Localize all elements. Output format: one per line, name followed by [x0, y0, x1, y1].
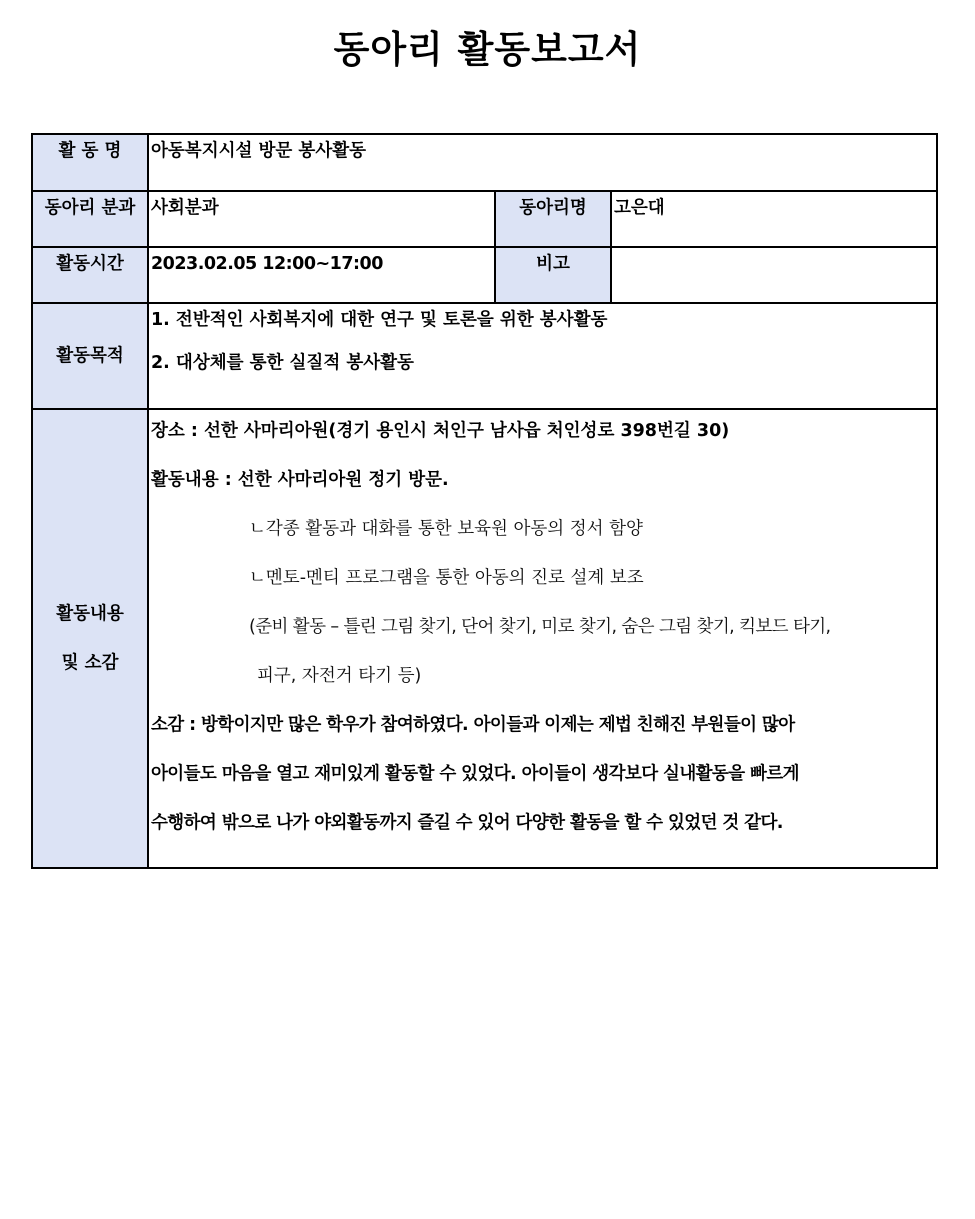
- activity-name-label-cell: [32, 134, 148, 191]
- content-preparation-cont: 피구, 자전거 타기 등): [257, 666, 422, 686]
- club-name-label-cell: [495, 191, 611, 247]
- remarks-label: 비고: [536, 254, 570, 274]
- report-table: [31, 133, 938, 869]
- club-name-value-cell: [611, 191, 937, 247]
- club-name-value: 고은대: [614, 198, 665, 218]
- content-location: 장소 : 선한 사마리아원(경기 용인시 처인구 남사읍 처인성로 398번길 30): [151, 421, 730, 441]
- remarks-label-cell: [495, 247, 611, 303]
- time-value: 2023.02.05 12:00~17:00: [151, 254, 383, 274]
- purpose-value-cell: [148, 303, 937, 409]
- club-division-value-cell: [148, 191, 495, 247]
- club-division-label-cell: [32, 191, 148, 247]
- row-purpose: [32, 303, 937, 409]
- document-title: 동아리 활동보고서: [333, 28, 642, 71]
- content-label-cell: [32, 409, 148, 868]
- club-name-label: 동아리명: [519, 198, 587, 218]
- purpose-item: 1. 전반적인 사회복지에 대한 연구 및 토론을 위한 봉사활동: [151, 310, 608, 330]
- row-content: [32, 409, 937, 868]
- content-value-cell: [148, 409, 937, 868]
- content-activity: 활동내용 : 선한 사마리아원 정기 방문.: [151, 470, 449, 490]
- row-time: [32, 247, 937, 303]
- time-label: 활동시간: [56, 254, 124, 274]
- time-value-cell: [148, 247, 495, 303]
- activity-name-label: 활 동 명: [58, 141, 122, 161]
- row-club-info: [32, 191, 937, 247]
- content-activity-detail: ㄴ멘토-멘티 프로그램을 통한 아동의 진로 설계 보조: [249, 568, 644, 588]
- content-impression: 소감 : 방학이지만 많은 학우가 참여하였다. 아이들과 이제는 제법 친해진 부원들이 많아: [151, 715, 795, 735]
- row-activity-name: [32, 134, 937, 191]
- content-impression: 아이들도 마음을 열고 재미있게 활동할 수 있었다. 아이들이 생각보다 실내활동을 빠르게: [151, 764, 799, 784]
- remarks-value-cell: [611, 247, 937, 303]
- content-preparation: (준비 활동 – 틀린 그림 찾기, 단어 찾기, 미로 찾기, 숨은 그림 찾기, 킥보드 타기,: [249, 617, 831, 637]
- remarks-value: [612, 248, 936, 254]
- content-activity-detail: ㄴ각종 활동과 대화를 통한 보육원 아동의 정서 함양: [249, 519, 643, 539]
- content-impression: 수행하여 밖으로 나가 야외활동까지 즐길 수 있어 다양한 활동을 할 수 있었던 것 같다.: [151, 813, 783, 833]
- club-division-value: 사회분과: [151, 198, 219, 218]
- content-label-line1: 활동내용: [56, 603, 124, 624]
- time-label-cell: [32, 247, 148, 303]
- activity-name-value: 아동복지시설 방문 봉사활동: [151, 141, 367, 161]
- purpose-label: 활동목적: [56, 346, 124, 366]
- activity-name-value-cell: [148, 134, 937, 191]
- content-label-line2: 및 소감: [61, 652, 119, 673]
- purpose-label-cell: [32, 303, 148, 409]
- club-division-label: 동아리 분과: [44, 198, 136, 218]
- purpose-item: 2. 대상체를 통한 실질적 봉사활동: [151, 353, 414, 373]
